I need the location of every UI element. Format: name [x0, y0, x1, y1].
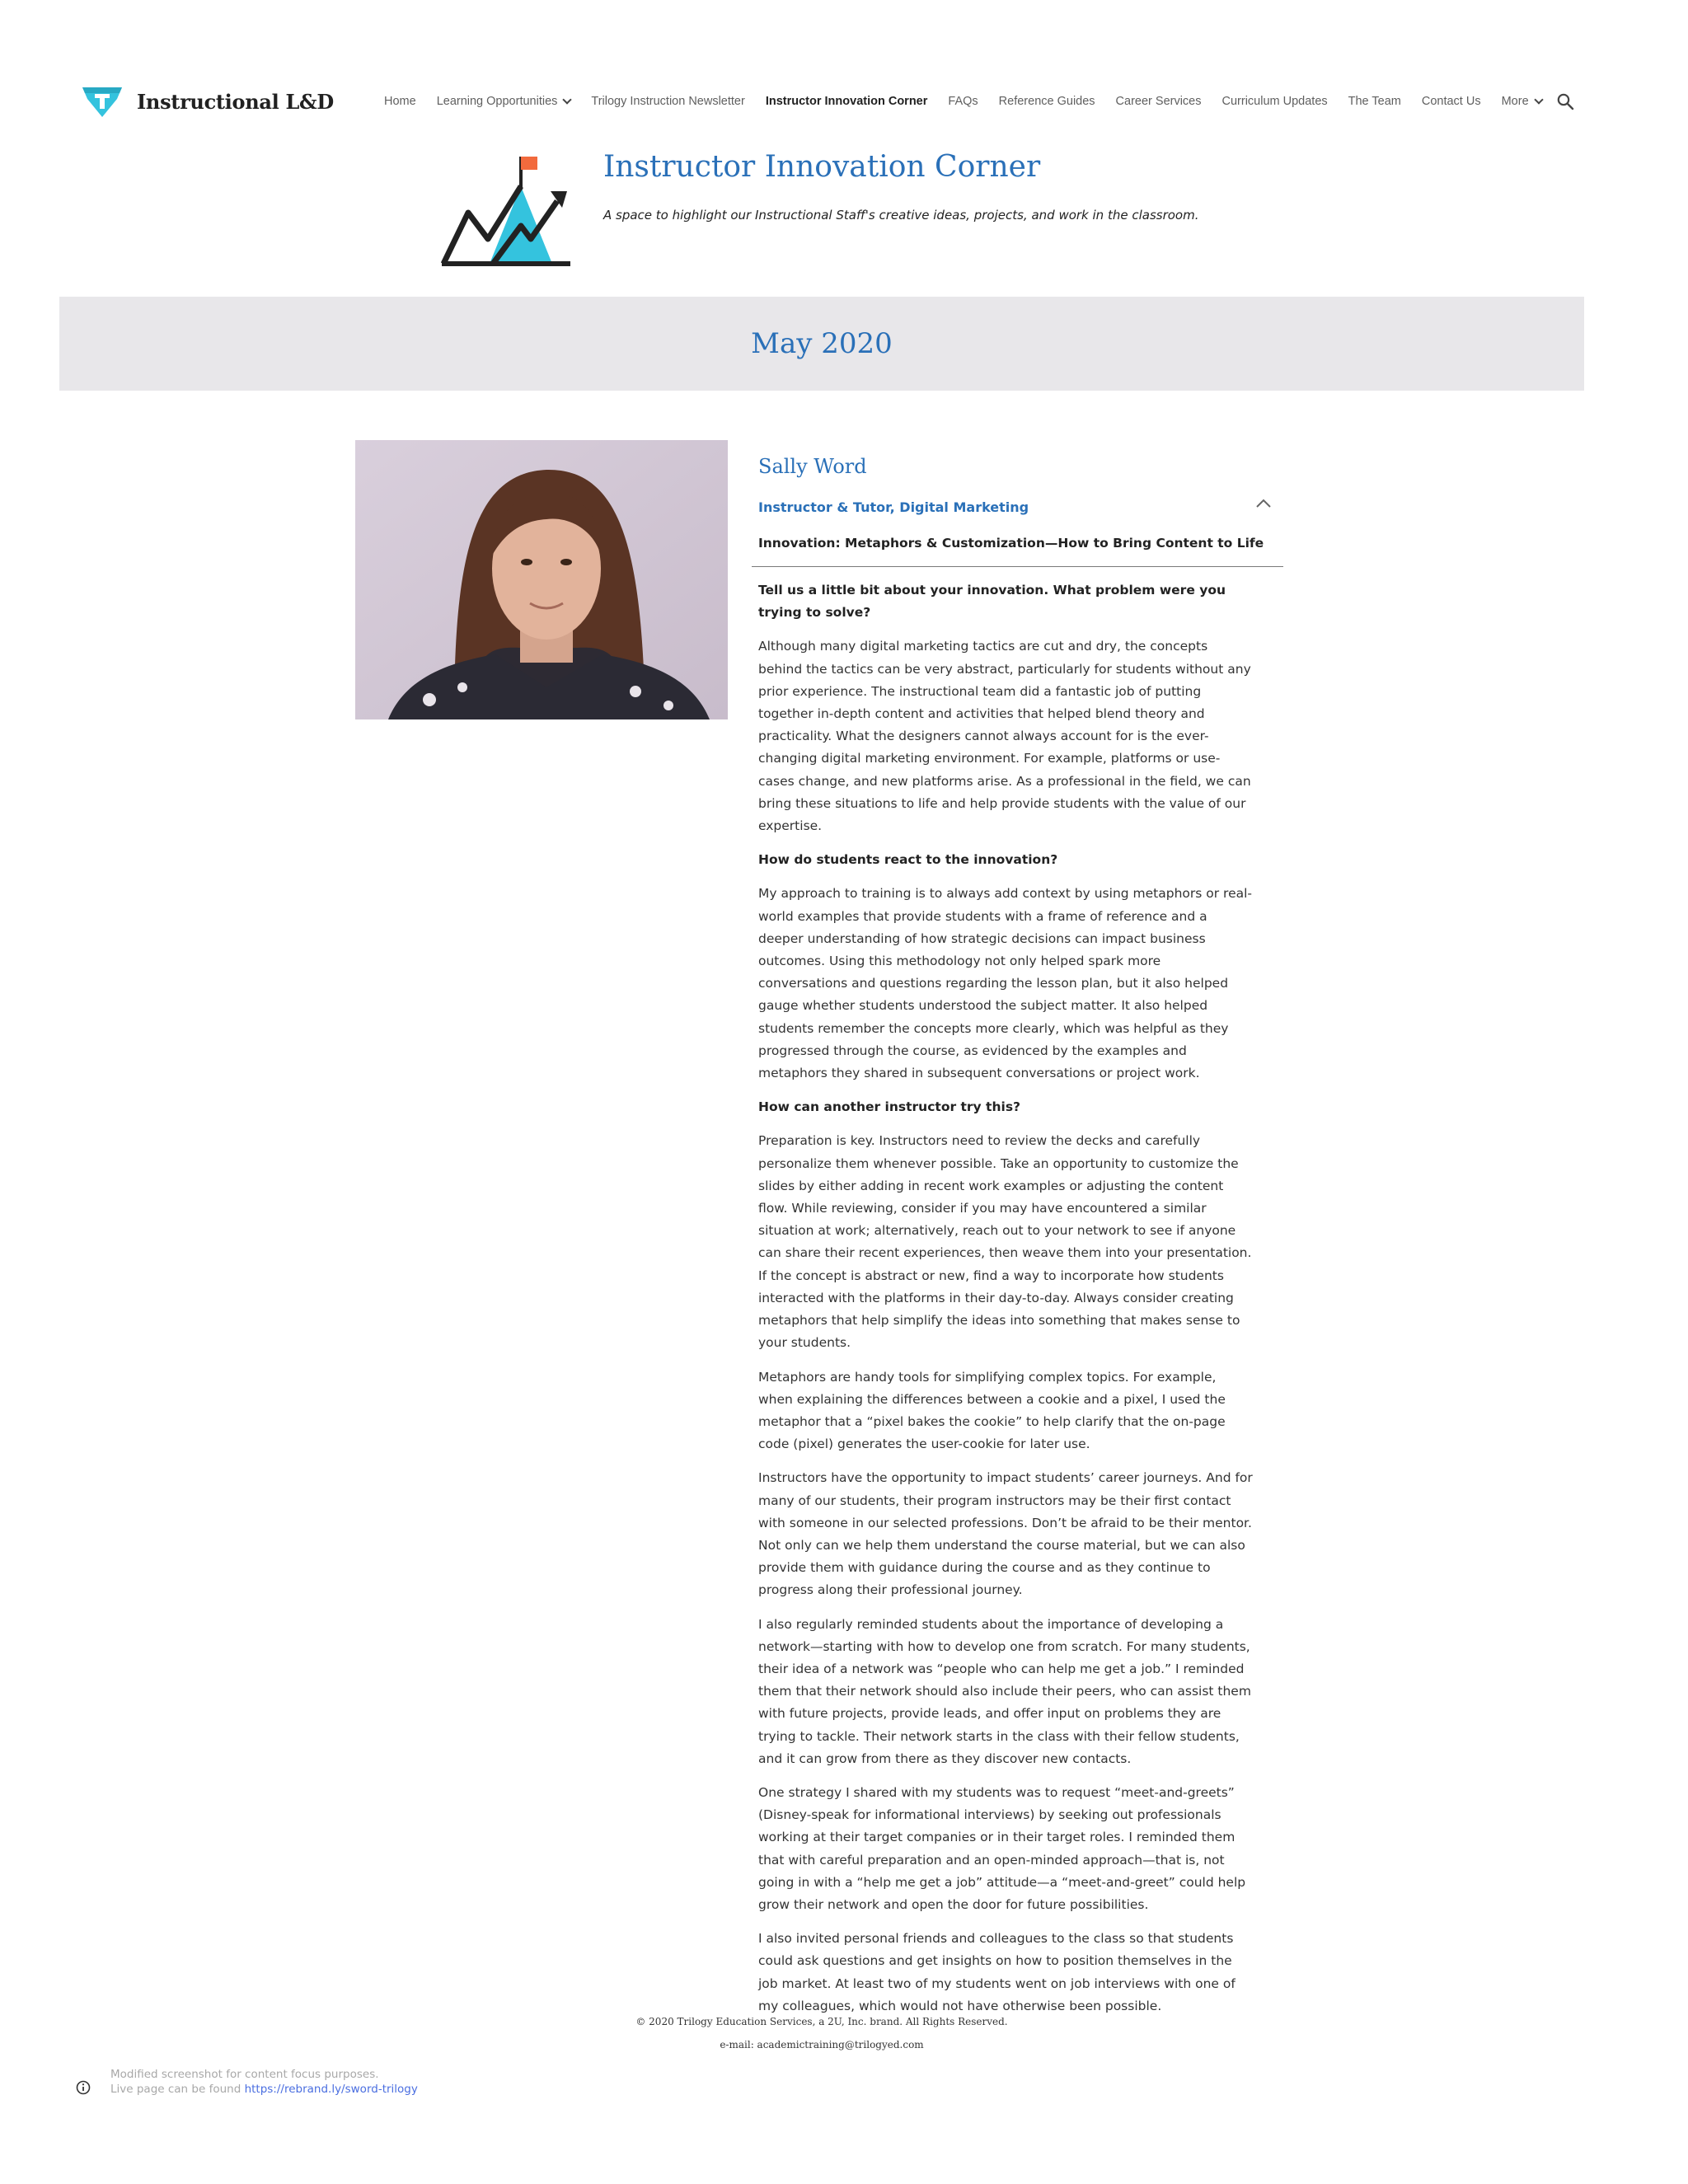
- note-line: [110, 2082, 418, 2097]
- instructor-portrait: [355, 440, 728, 719]
- nav-label: Learning Opportunities: [436, 95, 558, 108]
- section-divider: [752, 566, 1283, 567]
- info-icon[interactable]: [76, 2080, 91, 2095]
- nav-label: Career Services: [1115, 95, 1202, 108]
- nav-item-more[interactable]: [1502, 95, 1542, 108]
- article-body: [758, 579, 1253, 2029]
- nav-label: The Team: [1348, 95, 1401, 108]
- question-heading: How do students react to the innovation?: [758, 852, 1058, 868]
- nav-item-learning-opportunities[interactable]: [437, 95, 571, 108]
- nav-item-reference-guides[interactable]: [999, 95, 1095, 108]
- answer-paragraph: My approach to training is to always add context by using metaphors or real-world examples that provide students with a frame of reference and a deeper understanding of how strategic decisions can impact business outcomes. Using this methodology not only helped spark more conversations and questions regarding the lesson plan, but it also helped gauge whether students understood the subject matter. It also helped students remember the concepts more clearly, which was helpful as they progressed through the course, as evidenced by the examples and metaphors they shared in subsequent conversations or project work.: [758, 886, 1253, 1081]
- footer-copyright: © 2020 Trilogy Education Services, a 2U, Inc. brand. All Rights Reserved.: [635, 2016, 1008, 2027]
- page-title: Instructor Innovation Corner: [603, 150, 1041, 184]
- month-banner: [59, 297, 1584, 391]
- answer-paragraph: Metaphors are handy tools for simplifying complex topics. For example, when explaining the differences between a cookie and a pixel, I used the metaphor that a “pixel bakes the cookie” to help clarify that the on-page code (pixel) generates the user-cookie for later use.: [758, 1369, 1226, 1452]
- main-nav: [384, 91, 1542, 112]
- innovation-title: Innovation: Metaphors & Customization—How to Bring Content to Life: [758, 536, 1264, 551]
- chevron-up-icon[interactable]: [1254, 498, 1273, 509]
- nav-item-contact-us[interactable]: [1422, 95, 1481, 108]
- answer-paragraph: I also regularly reminded students about the importance of developing a network—starting with how to develop one from scratch. For many students, their idea of a network was “people who can help me get a job.” I reminded them that their network should also include their peers, who can assist them with future projects, provide leads, and offer input on problems they are trying to tackle. Their network starts in the class with their fellow students, and it can grow from there as they discover new contacts.: [758, 1616, 1251, 1766]
- chevron-down-icon: [1534, 95, 1543, 104]
- month-title: May 2020: [751, 327, 893, 360]
- nav-label: Instructor Innovation Corner: [765, 95, 928, 108]
- answer-paragraph: I also invited personal friends and colleagues to the class so that students could ask questions and get insights on how to position themselves in the job market. At least two of my students went on job interviews with one of my colleagues, which would not have otherwise been possible.: [758, 1931, 1236, 2013]
- nav-label: Contact Us: [1421, 95, 1481, 108]
- note-prefix: Live page can be found: [110, 2083, 245, 2096]
- nav-label: FAQs: [948, 95, 978, 108]
- nav-item-the-team[interactable]: [1348, 95, 1401, 108]
- nav-label: Trilogy Instruction Newsletter: [591, 95, 745, 108]
- nav-label: Curriculum Updates: [1221, 95, 1328, 108]
- search-icon[interactable]: [1556, 92, 1574, 110]
- nav-label: More: [1501, 95, 1529, 108]
- nav-label: Reference Guides: [998, 95, 1095, 108]
- site-brand[interactable]: [81, 84, 334, 119]
- nav-item-curriculum-updates[interactable]: [1222, 95, 1328, 108]
- answer-paragraph: Although many digital marketing tactics are cut and dry, the concepts behind the tactics can be very abstract, particularly for students without any prior experience. The instructional team did a fantastic job of putting together in-depth content and activities that helped blend theory and practicality. What the designers cannot always account for is the ever-changing digital marketing environment. For example, platforms or use-cases change, and new platforms arise. As a professional in the field, we can bring these situations to life and help provide students with the value of our expertise.: [758, 639, 1251, 834]
- live-page-link[interactable]: https://rebrand.ly/sword-trilogy: [244, 2083, 418, 2096]
- answer-paragraph: Preparation is key. Instructors need to review the decks and carefully personalize them whenever possible. Take an opportunity to customize the slides by either adding in recent work examples or adjusting the content flow. While reviewing, consider if you may have encountered a similar situation at work; alternatively, reach out to your network to see if anyone can share their recent experiences, then weave them into your presentation. If the concept is abstract or new, find a way to incorporate how students interacted with the platforms in their day-to-day. Always consider creating metaphors that help simplify the ideas into something that makes sense to your students.: [758, 1133, 1252, 1351]
- page-subtitle: A space to highlight our Instructional Staff's creative ideas, projects, and work in the classroom.: [603, 208, 1199, 223]
- footer-email: e-mail: academictraining@trilogyed.com: [720, 2039, 924, 2050]
- mountain-flag-icon: [440, 153, 574, 269]
- site-name: Instructional L&D: [137, 89, 334, 114]
- question-heading: How can another instructor try this?: [758, 1099, 1021, 1115]
- question-heading: Tell us a little bit about your innovation. What problem were you trying to solve?: [758, 583, 1226, 621]
- nav-item-home[interactable]: [384, 95, 416, 108]
- answer-paragraph: One strategy I shared with my students was to request “meet-and-greets” (Disney-speak for informational interviews) by seeking out professionals working at their target companies or in their target roles. I reminded them that with careful preparation and an open-minded approach—that is, not going in with a “help me get a job” attitude—a “meet-and-greet” could help grow their network and open the door for future possibilities.: [758, 1784, 1246, 1912]
- nav-item-faqs[interactable]: [948, 95, 978, 108]
- nav-label: Home: [384, 95, 416, 108]
- nav-item-innovation-corner[interactable]: [766, 95, 928, 108]
- screenshot-note: [110, 2067, 418, 2097]
- nav-item-career-services[interactable]: [1116, 95, 1202, 108]
- trilogy-logo-icon: [81, 84, 124, 119]
- nav-item-newsletter[interactable]: [591, 95, 744, 108]
- note-line: Modified screenshot for content focus purposes.: [110, 2068, 379, 2081]
- answer-paragraph: Instructors have the opportunity to impact students’ career journeys. And for many of our students, their program instructors may be their first contact with someone in our selected professions. Don’t be afraid to be their mentor. Not only can we help them understand the course material, but we can also provide them with guidance during the course and as they continue to progress along their professional journey.: [758, 1470, 1253, 1598]
- chevron-down-icon: [563, 95, 572, 104]
- instructor-role: Instructor & Tutor, Digital Marketing: [758, 499, 1029, 515]
- instructor-name: Sally Word: [758, 455, 867, 478]
